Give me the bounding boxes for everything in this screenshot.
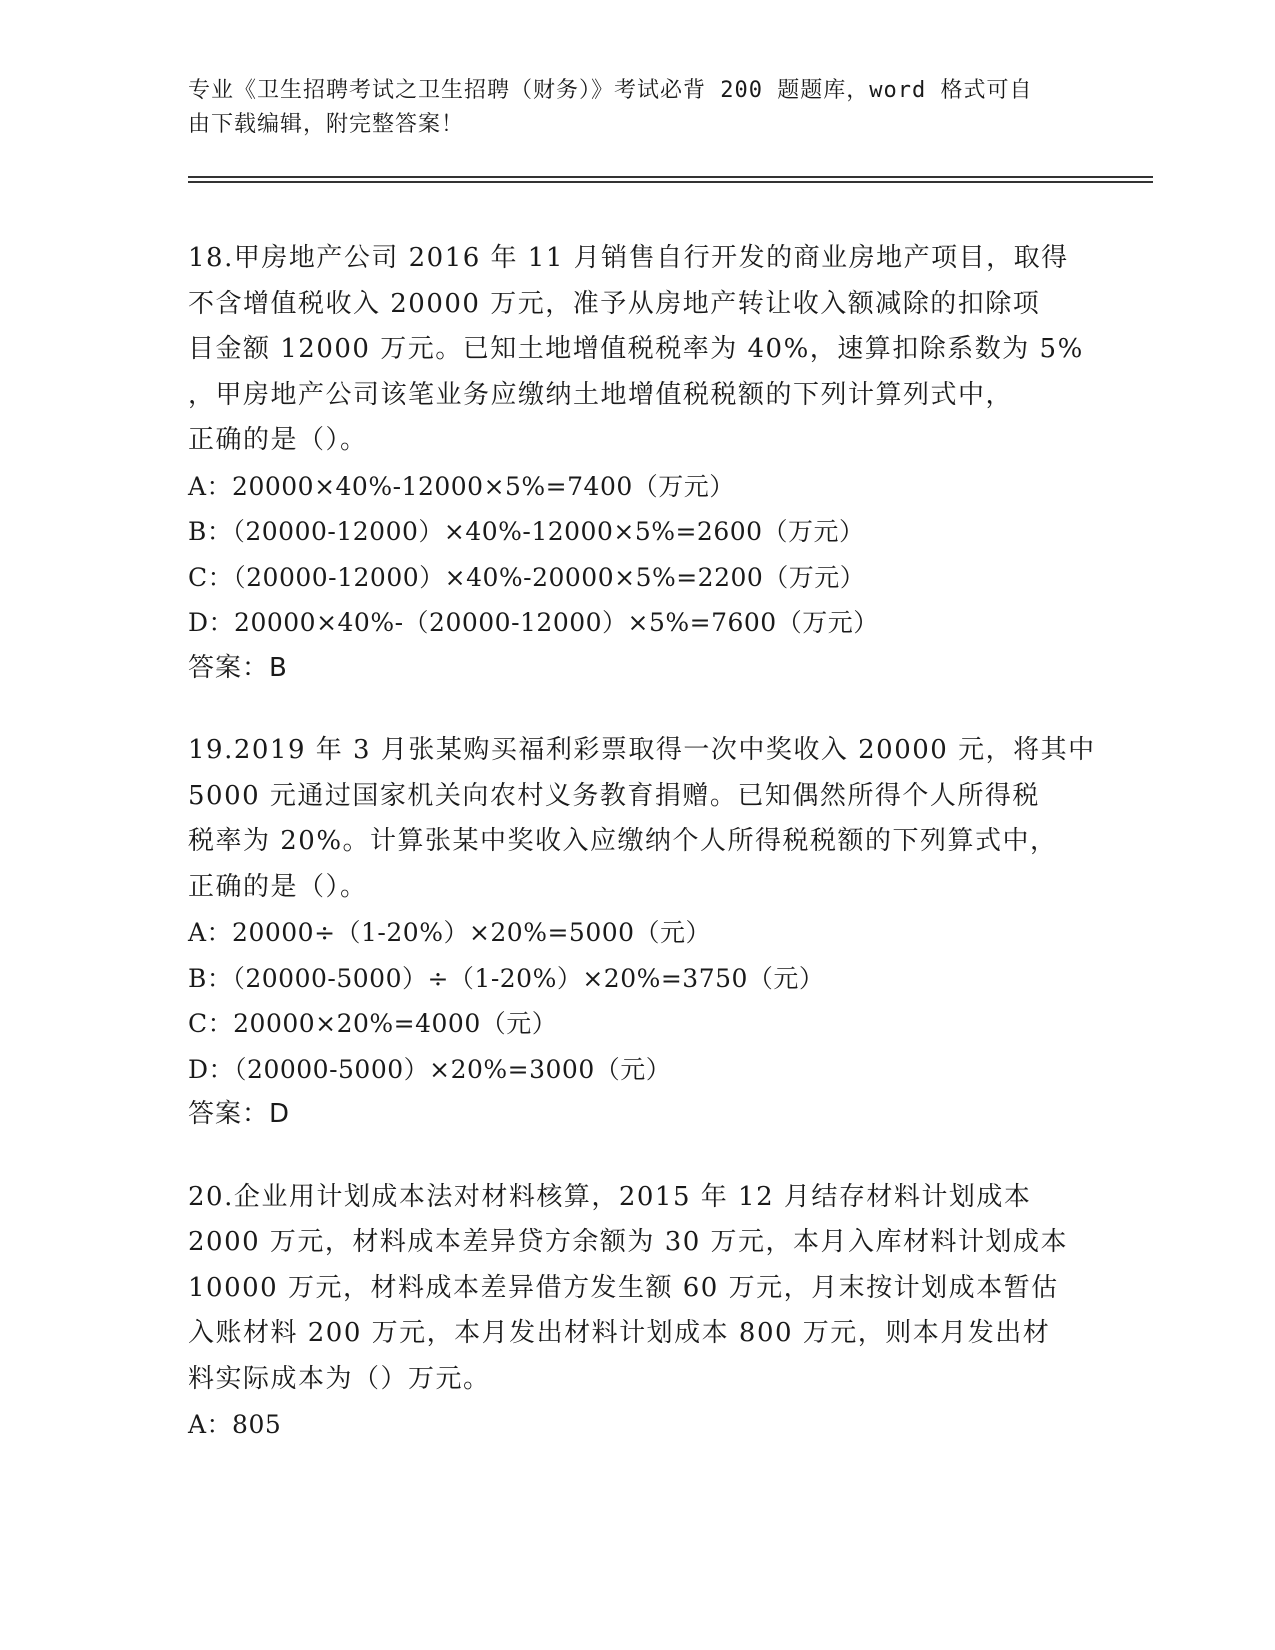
option-a: A：20000×40%-12000×5%=7400（万元）: [188, 471, 735, 501]
document-header: [188, 74, 1068, 142]
question-20: [188, 1175, 1088, 1448]
header-rule-top: [188, 176, 1153, 178]
question-stem-line: 入账材料 200 万元，本月发出材料计划成本 800 万元，则本月发出材: [188, 1318, 1051, 1348]
option-c: C：20000×20%=4000（元）: [188, 1009, 558, 1038]
question-stem-line: 正确的是（）。: [188, 425, 368, 455]
question-stem-line: 2000 万元，材料成本差异贷方余额为 30 万元，本月入库材料计划成本: [188, 1227, 1069, 1257]
question-19: [188, 728, 1096, 1138]
option-b: B：（20000-5000）÷（1-20%）×20%=3750（元）: [188, 963, 825, 993]
answer-label: 答案：D: [188, 1099, 291, 1129]
option-b: B：（20000-12000）×40%-12000×5%=2600（万元）: [188, 517, 865, 546]
header-line-1: 专业《卫生招聘考试之卫生招聘（财务）》考试必背 200 题题库，word 格式可自: [188, 78, 1033, 103]
question-stem-line: 19.2019 年 3 月张某购买福利彩票取得一次中奖收入 20000 元，将其中: [188, 735, 1096, 765]
question-stem-line: 5000 元通过国家机关向农村义务教育捐赠。已知偶然所得个人所得税: [188, 780, 1040, 811]
question-stem-line: 18.甲房地产公司 2016 年 11 月销售自行开发的商业房地产项目，取得: [188, 243, 1069, 273]
option-d: D：20000×40%-（20000-12000）×5%=7600（万元）: [188, 608, 879, 637]
question-stem-line: 10000 万元，材料成本差异借方发生额 60 万元，月末按计划成本暂估: [188, 1272, 1059, 1303]
option-a: A：805: [188, 1410, 282, 1439]
option-a: A：20000÷（1-20%）×20%=5000（元）: [188, 918, 712, 947]
question-stem-line: 料实际成本为（）万元。: [188, 1363, 491, 1394]
option-d: D：（20000-5000）×20%=3000（元）: [188, 1054, 672, 1084]
answer-label: 答案：B: [188, 652, 288, 683]
header-rule-bottom: [188, 181, 1153, 183]
question-stem-line: 正确的是（）。: [188, 871, 368, 902]
question-stem-line: 20.企业用计划成本法对材料核算，2015 年 12 月结存材料计划成本: [188, 1181, 1032, 1212]
question-stem-line: 不含增值税收入 20000 万元，准予从房地产转让收入额减除的扣除项: [188, 288, 1041, 319]
header-line-2: 由下载编辑，附完整答案！: [188, 112, 465, 137]
option-c: C：（20000-12000）×40%-20000×5%=2200（万元）: [188, 562, 866, 592]
question-18: [188, 236, 1088, 691]
question-stem-line: 目金额 12000 万元。已知土地增值税税率为 40%，速算扣除系数为 5%: [188, 334, 1084, 364]
question-stem-line: ，甲房地产公司该笔业务应缴纳土地增值税税额的下列计算列式中，: [188, 379, 1014, 410]
question-stem-line: 税率为 20%。计算张某中奖收入应缴纳个人所得税税额的下列算式中，: [188, 826, 1058, 856]
question-list: [188, 236, 1096, 1485]
